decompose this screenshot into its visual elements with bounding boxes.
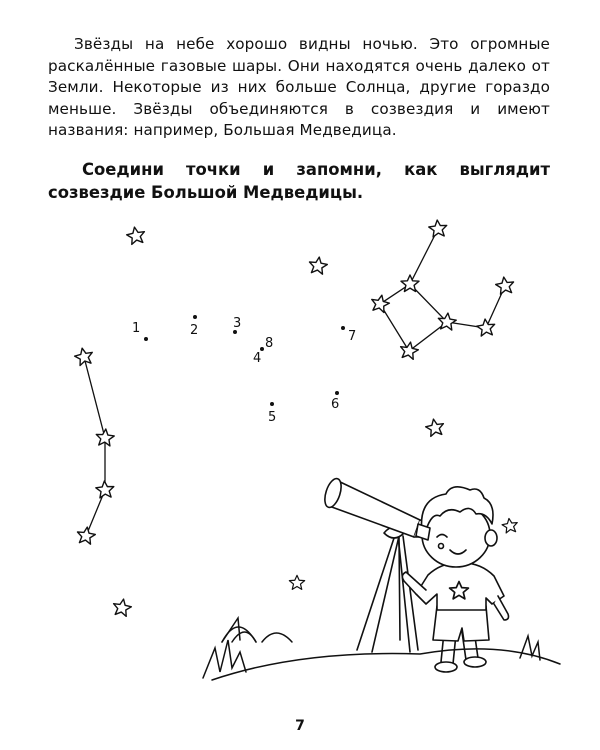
star-icon	[501, 517, 518, 533]
dot-5-point	[270, 402, 274, 406]
intro-paragraph: Звёзды на небе хорошо видны ночью. Это огромные раскалённые газовые шары. Они находятся очень далеко от Земли. Некоторые из них больше Солнца, другие гораздо меньше. Звёзды объединяются в созвездия и имеют названия: например, Большая Медведица.	[48, 35, 550, 139]
star-icon	[476, 318, 496, 336]
page-number: 7	[295, 718, 305, 734]
star-icon	[95, 480, 114, 498]
ground	[203, 618, 560, 680]
left-constellation-lines	[84, 357, 105, 536]
dot-4-label: 4	[253, 351, 262, 366]
dot-3-label: 3	[233, 316, 242, 331]
star-icon	[399, 341, 420, 360]
dot-8-label: 8	[265, 336, 274, 351]
dot-to-dot	[132, 315, 356, 425]
dot-2-point	[193, 315, 197, 319]
task-instruction: Соедини точки и запомни, как выглядит созвездие Большой Медведицы.	[48, 160, 550, 202]
boy-illustration	[402, 487, 508, 672]
dot-1-label: 1	[132, 321, 141, 336]
telescope	[322, 477, 432, 652]
star-icon	[428, 219, 447, 237]
dot-5-label: 5	[268, 410, 277, 425]
dot-1-point	[144, 337, 148, 341]
star-icon	[112, 598, 133, 617]
star-icon	[308, 256, 328, 275]
star-icon	[73, 346, 94, 366]
star-icon	[401, 275, 419, 292]
star-icon	[370, 293, 391, 313]
dot-2-label: 2	[190, 323, 199, 338]
dot-6-label: 6	[331, 397, 340, 412]
dot-6-point	[335, 391, 339, 395]
star-icon	[495, 276, 515, 295]
dot-7-point	[341, 326, 345, 330]
star-icon	[425, 418, 446, 437]
star-icon	[126, 226, 147, 245]
star-icon	[289, 575, 304, 589]
star-icon	[76, 526, 96, 545]
dot-7-label: 7	[348, 329, 357, 344]
